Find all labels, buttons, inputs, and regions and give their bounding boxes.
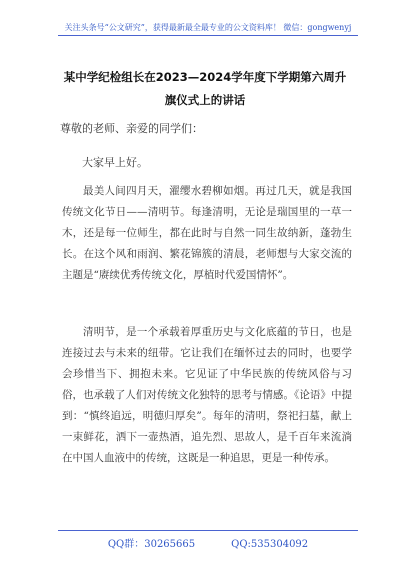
header-divider [58, 35, 358, 36]
footer-qq: QQ:535304092 [231, 539, 309, 550]
footer-divider [58, 530, 358, 531]
footer-qq-group: QQ群：30265665 [107, 539, 196, 550]
document-title: 某中学纪检组长在2023—2024学年度下学期第六周升旗仪式上的讲话 [63, 70, 347, 107]
greeting: 大家早上好。 [82, 156, 148, 169]
footer-contact [58, 535, 358, 550]
body-paragraph-1: 最美人间四月天，濯缨水碧柳如烟。再过几天，就是我国传统文化节日——清明节。每逢清明，无论是瑞国里的一草一木，还是每一位师生，都在此时与自然一同生故纳新，蓬勃生长。在这个风和雨润、繁花锦簇的清晨，老师想与大家交流的主题是“赓续优秀传统文化，厚植时代爱国情怀”。 [62, 185, 352, 281]
body-paragraph-2: 清明节，是一个承载着厚重历史与文化底蕴的节日，也是连接过去与未来的纽带。它让我们在缅怀过去的同时，也要学会珍惜当下、拥抱未来。它见证了中华民族的传统风俗与习俗，也承载了人们对传统文化独特的思考与情感。《论语》中提到：“慎终追远，明德归厚矣”。每年的清明，祭祀扫墓，献上一束鲜花，洒下一壶热酒，追先烈、思故人，是千百年来流淌在中国人血液中的传统，这既是一种追思，更是一种传承。 [62, 326, 352, 464]
header-banner: 关注头条号“公文研究”，获得最新最全最专业的公文资料库！ 微信：gongwenyj [64, 23, 352, 32]
salutation: 尊敬的老师、亲爱的同学们： [60, 122, 203, 135]
